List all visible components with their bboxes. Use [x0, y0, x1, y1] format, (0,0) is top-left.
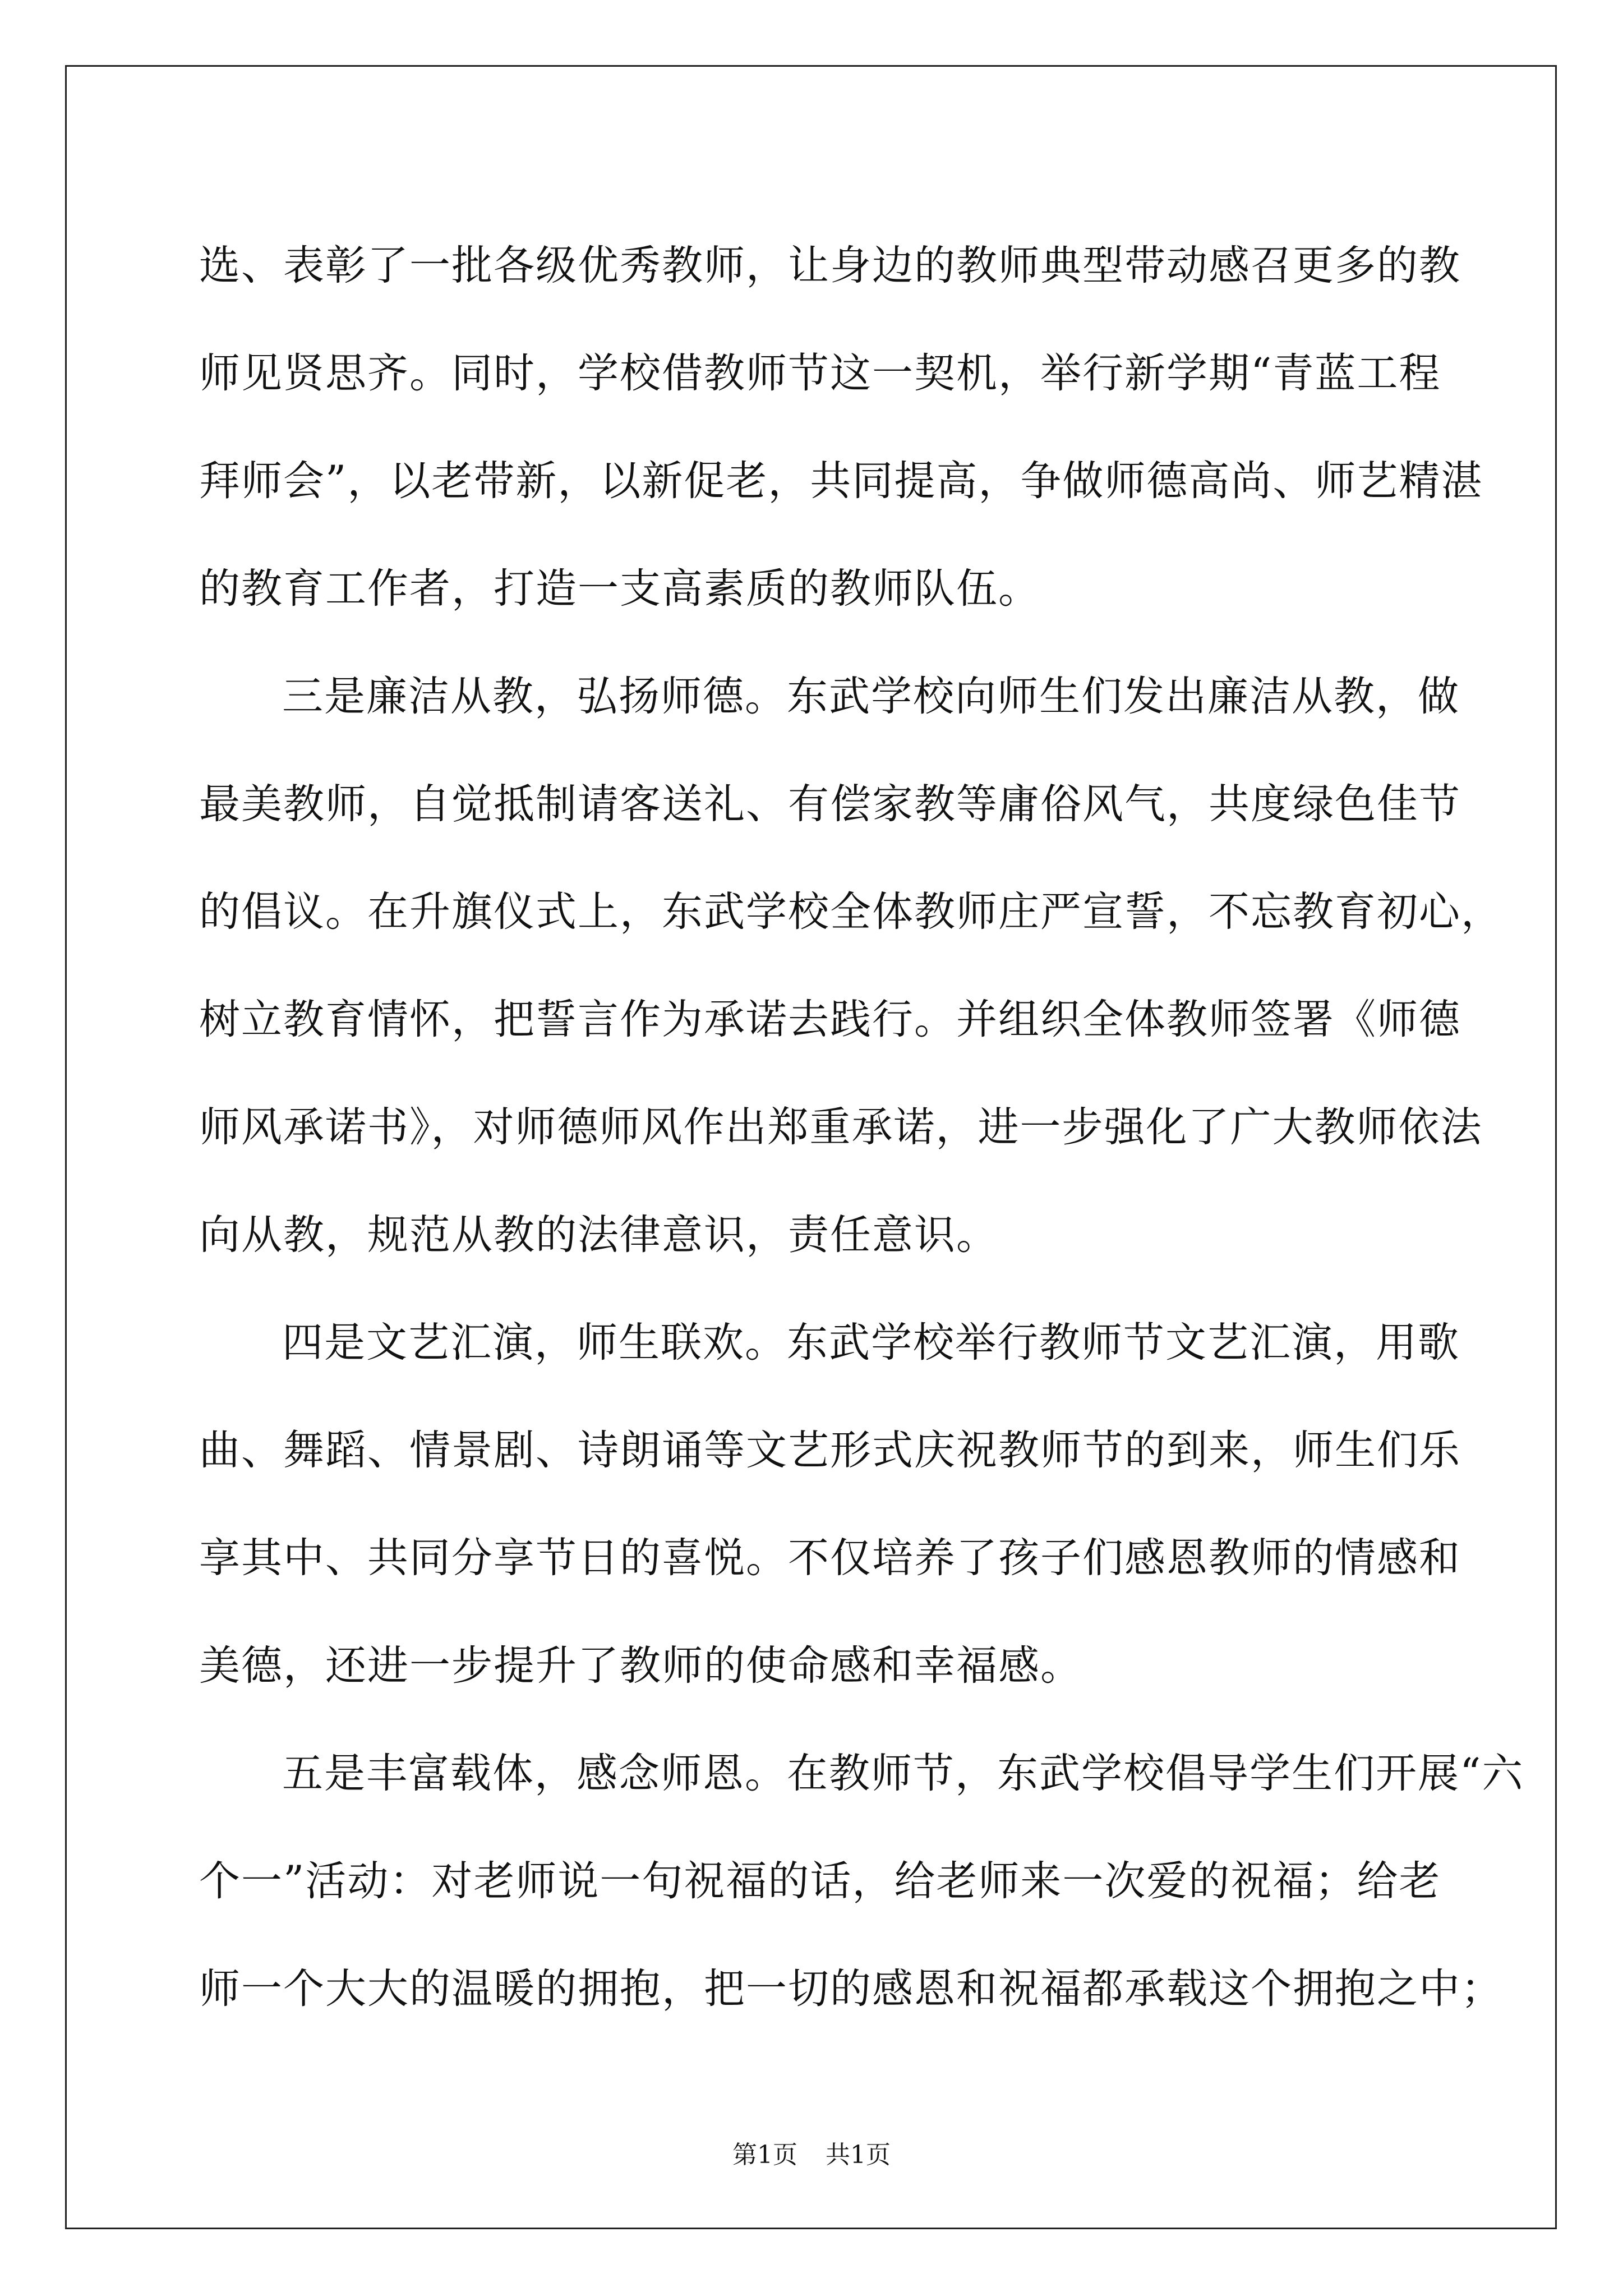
text-line: 美德，还进一步提升了教师的使命感和幸福感。 [199, 1642, 1082, 1690]
text-line: 师一个大大的温暖的拥抱，把一切的感恩和祝福都承载这个拥抱之中； [199, 1965, 1503, 2013]
text-line: 树立教育情怀，把誓言作为承诺去践行。并组织全体教师签署《师德 [199, 996, 1461, 1043]
text-line: 享其中、共同分享节日的喜悦。不仅培养了孩子们感恩教师的情感和 [199, 1534, 1461, 1582]
text-line: 向从教，规范从教的法律意识，责任意识。 [199, 1211, 998, 1259]
page-total: 共1页 [826, 2141, 891, 2169]
text-line: 的倡议。在升旗仪式上，东武学校全体教师庄严宣誓，不忘教育初心， [199, 888, 1503, 936]
text-line: 三是廉洁从教，弘扬师德。东武学校向师生们发出廉洁从教，做 [282, 673, 1460, 720]
page-footer [0, 2134, 1623, 2170]
text-line: 选、表彰了一批各级优秀教师，让身边的教师典型带动感召更多的教 [199, 242, 1461, 289]
document-body [199, 212, 1524, 2043]
text-line: 个一”活动：对老师说一句祝福的话，给老师来一次爱的祝福；给老 [199, 1857, 1441, 1905]
text-line: 师见贤思齐。同时，学校借教师节这一契机，举行新学期“青蓝工程 [199, 349, 1441, 397]
page-number: 第1页 [732, 2141, 797, 2169]
text-line: 四是文艺汇演，师生联欢。东武学校举行教师节文艺汇演，用歌 [282, 1319, 1460, 1366]
text-line: 曲、舞蹈、情景剧、诗朗诵等文艺形式庆祝教师节的到来，师生们乐 [199, 1427, 1461, 1474]
text-line: 最美教师，自觉抵制请客送礼、有偿家教等庸俗风气，共度绿色佳节 [199, 780, 1461, 828]
text-line: 师风承诺书》，对师德师风作出郑重承诺，进一步强化了广大教师依法 [199, 1103, 1483, 1151]
text-line: 拜师会”，以老带新，以新促老，共同提高，争做师德高尚、师艺精湛 [199, 457, 1483, 505]
text-line: 的教育工作者，打造一支高素质的教师队伍。 [199, 565, 1040, 613]
text-line: 五是丰富载体，感念师恩。在教师节，东武学校倡导学生们开展“六 [282, 1750, 1524, 1797]
